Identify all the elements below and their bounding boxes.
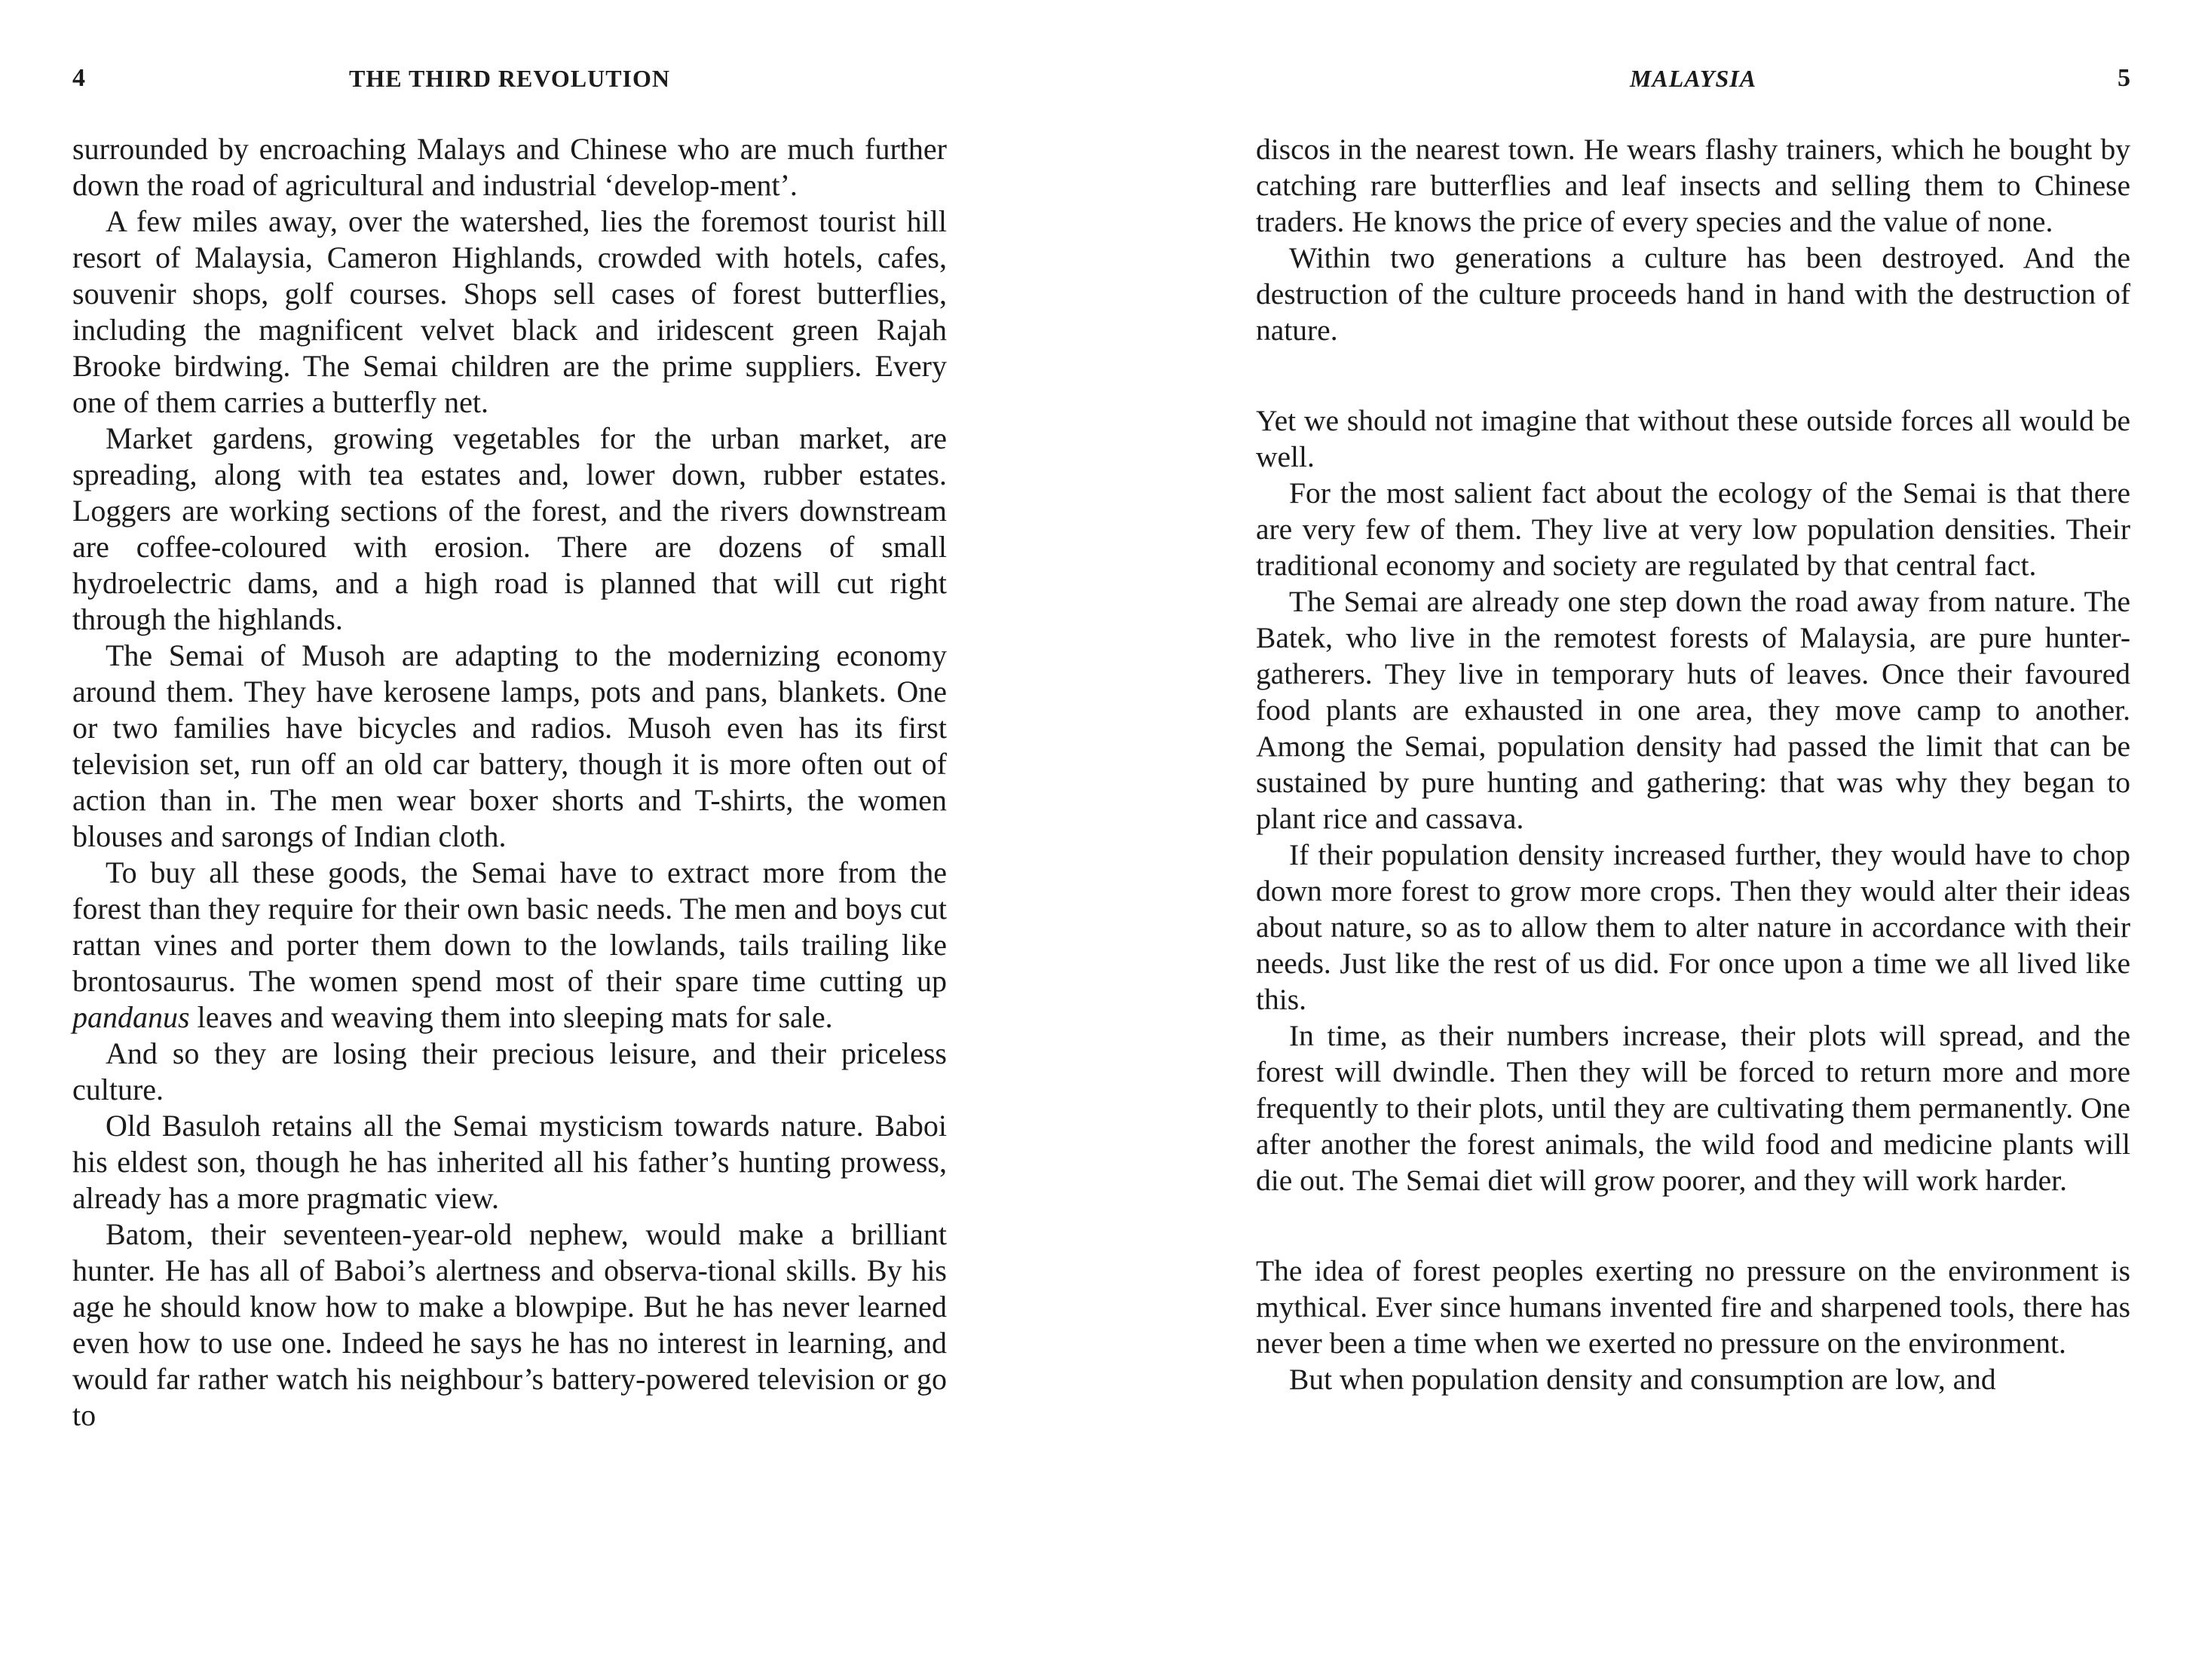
paragraph: In time, as their numbers increase, their plots will spread, and the forest will dwindle. Then they will be forced to return more and more frequently to their plots, until they are cultivating them permanently. One after another the forest animals, the wild food and medicine plants will die out. The Semai diet will grow poorer, and they will work harder. [1256, 1019, 2130, 1197]
paragraph: Market gardens, growing vegetables for the urban market, are spreading, along with tea estates and, lower down, rubber estates. Loggers are working sections of the forest, and the rivers downstream are coffee-coloured with erosion. There are dozens of small hydroelectric dams, and a high road is planned that will cut right through the highlands. [72, 421, 947, 636]
left-running-head [72, 62, 947, 95]
paragraph: For the most salient fact about the ecology of the Semai is that there are very few of them. They live at very low population densities. Their traditional economy and society are regulated by that central fact. [1256, 476, 2130, 582]
right-running-title: MALAYSIA [1629, 65, 1757, 92]
paragraph: But when population density and consumption are low, and [1289, 1363, 1996, 1396]
paragraph: surrounded by encroaching Malays and Chinese who are much further down the road of agricultural and industrial ‘develop-ment’. [72, 132, 947, 202]
section-break [1256, 348, 2130, 402]
left-page [72, 0, 947, 1680]
right-page [1256, 0, 2130, 1680]
paragraph-text: To buy all these goods, the Semai have to extract more from the forest than they require for their own basic needs. The men and boys cut rattan vines and porter them down to the lowlands, tails trailing like brontosaurus. The women spend most of their spare time cutting up [72, 855, 947, 998]
right-running-head [1256, 62, 2130, 95]
section-break [1256, 1198, 2130, 1253]
paragraph: discos in the nearest town. He wears flashy trainers, which he bought by catching rare butterflies and leaf insects and selling them to Chinese traders. He knows the price of every species and the value of none. [1256, 133, 2130, 238]
paragraph [72, 855, 947, 1036]
paragraph: If their population density increased further, they would have to chop down more forest to grow more crops. Then they would alter their ideas about nature, so as to allow them to alter nature in accordance with their needs. Just like the rest of us did. For once upon a time we all lived like this. [1256, 838, 2130, 1016]
paragraph: Within two generations a culture has been destroyed. And the destruction of the culture proceeds hand in hand with the destruction of nature. [1256, 241, 2130, 347]
paragraph: And so they are losing their precious leisure, and their priceless culture. [72, 1036, 947, 1106]
paragraph: The Semai are already one step down the road away from nature. The Batek, who live in the remotest forests of Malaysia, are pure hunter-gatherers. They live in temporary huts of leaves. Once their favoured food plants are exhausted in one area, they move camp to another. Among the Semai, population density had passed the limit that can be sustained by pure hunting and gathering: that was why they began to plant rice and cassava. [1256, 585, 2130, 835]
paragraph: A few miles away, over the watershed, lies the foremost tourist hill resort of Malaysia, Cameron Highlands, crowded with hotels, cafes, souvenir shops, golf courses. Shops sell cases of forest butterflies, including the magnificent velvet black and iridescent green Rajah Brooke birdwing. The Semai children are the prime suppliers. Every one of them carries a butterfly net. [72, 204, 947, 419]
paragraph: Batom, their seventeen-year-old nephew, would make a brilliant hunter. He has all of Baboi’s alertness and observa-tional skills. By his age he should know how to make a blowpipe. But he has never learned even how to use one. Indeed he says he has no interest in learning, and would far rather watch his neighbour’s battery-powered television or go to [72, 1217, 947, 1432]
left-body-text [72, 131, 947, 1434]
left-page-number: 4 [72, 64, 85, 92]
paragraph: Yet we should not imagine that without these outside forces all would be well. [1256, 404, 2130, 473]
right-page-number: 5 [2118, 64, 2130, 92]
paragraph: The Semai of Musoh are adapting to the modernizing economy around them. They have kerosene lamps, pots and pans, blankets. One or two families have bicycles and radios. Musoh even has its first television set, run off an old car battery, though it is more often out of action than in. The men wear boxer shorts and T-shirts, the women blouses and sarongs of Indian cloth. [72, 638, 947, 853]
paragraph: The idea of forest peoples exerting no pressure on the environment is mythical. Ever since humans invented fire and sharpened tools, there has never been a time when we exerted no pressure on the environment. [1256, 1254, 2130, 1360]
emphasis-pandanus: pandanus [72, 1000, 190, 1034]
left-running-title: THE THIRD REVOLUTION [349, 65, 670, 92]
paragraph-text: leaves and weaving them into sleeping mats for sale. [189, 1000, 833, 1034]
right-body-text [1256, 131, 2130, 1397]
paragraph: Old Basuloh retains all the Semai mysticism towards nature. Baboi his eldest son, though he has inherited all his father’s hunting prowess, already has a more pragmatic view. [72, 1109, 947, 1215]
